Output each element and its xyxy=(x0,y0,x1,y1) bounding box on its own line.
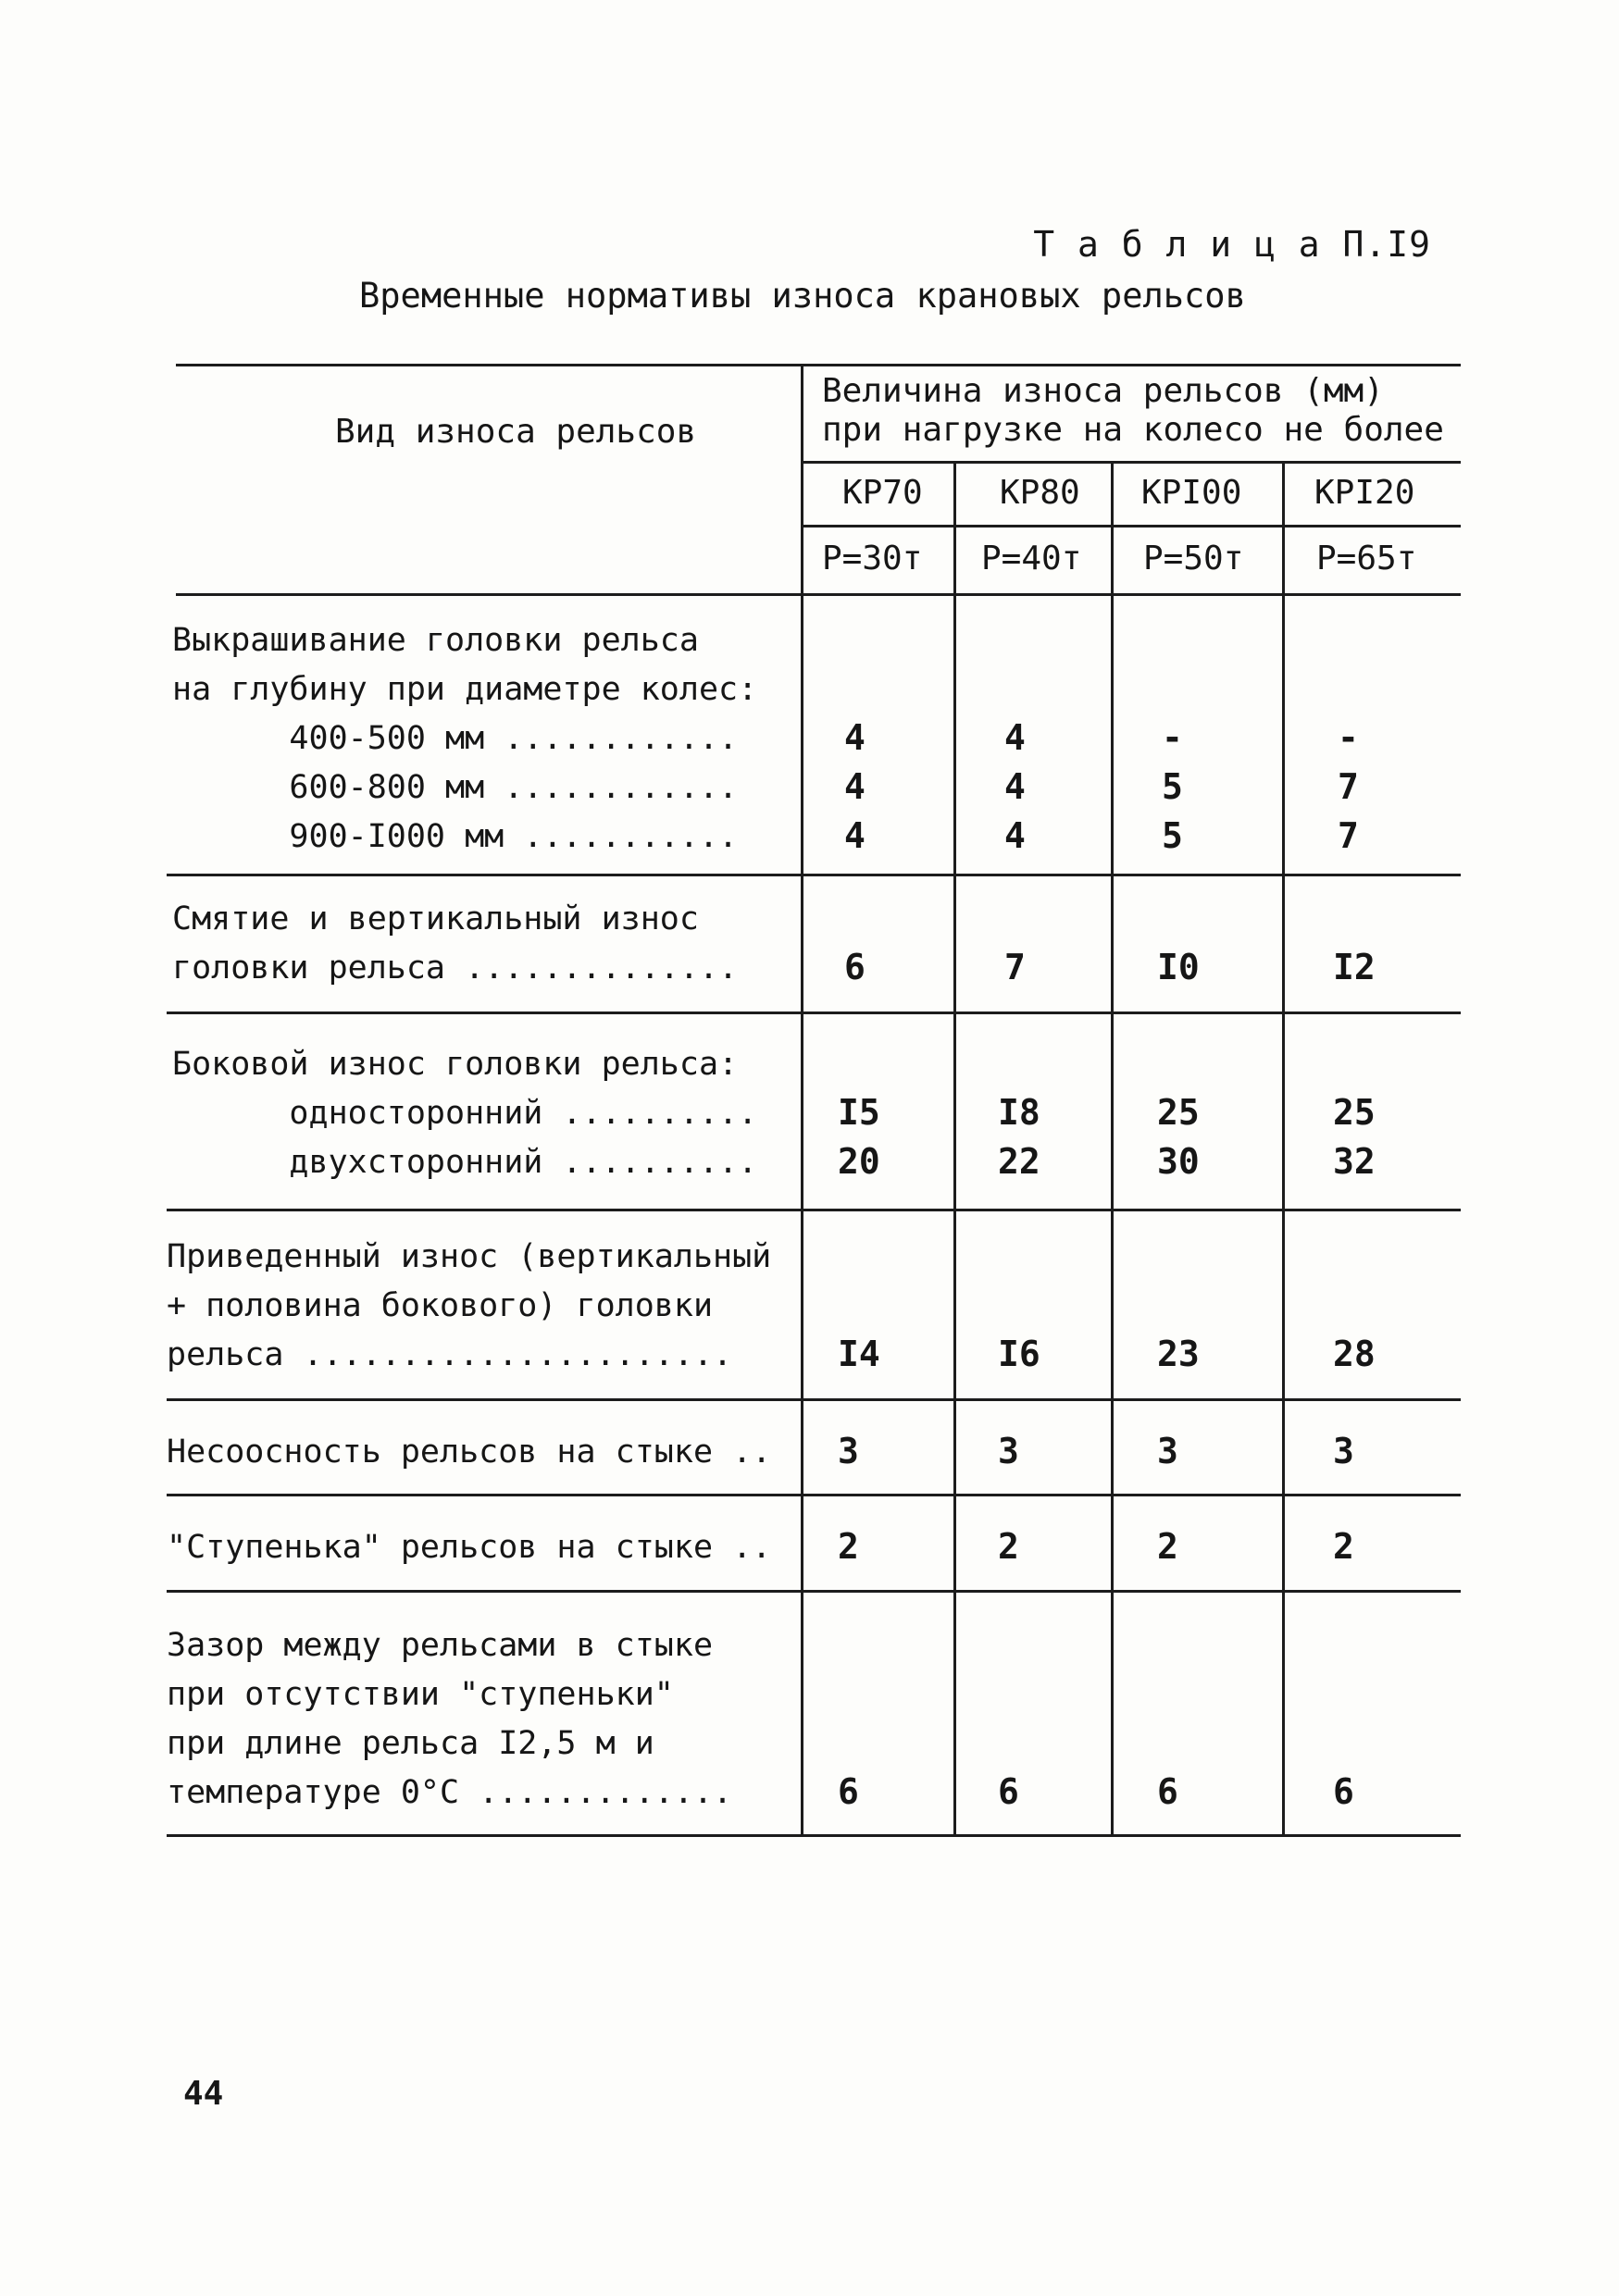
val-r2-s0-c1: I8 xyxy=(998,1092,1040,1133)
val-r0-s2-c1: 4 xyxy=(1004,815,1026,856)
row-spalling-line4: 600-800 мм ............ xyxy=(172,769,739,806)
page-number: 44 xyxy=(183,2075,224,2113)
val-r5-c0: 2 xyxy=(838,1526,859,1567)
row-gap-line3: при длине рельса I2,5 м и xyxy=(167,1725,654,1762)
row-misalignment: Несоосность рельсов на стыке .. xyxy=(167,1433,772,1471)
row-spalling-line1: Выкрашивание головки рельса xyxy=(172,622,699,659)
row-side-wear-line3: двухсторонний .......... xyxy=(172,1144,758,1181)
header-bottom-rule xyxy=(176,593,1461,596)
val-r3-c2: 23 xyxy=(1157,1334,1200,1374)
row-gap-line4: температуре 0°С ............. xyxy=(167,1774,733,1811)
val-r2-s1-c2: 30 xyxy=(1157,1141,1200,1182)
row-rule-4 xyxy=(167,1398,1461,1401)
row-rule-2 xyxy=(167,1011,1461,1014)
row-reduced-wear-line2: + половина бокового) головки xyxy=(167,1287,714,1324)
val-r1-c2: I0 xyxy=(1157,947,1200,987)
table-title: Временные нормативы износа крановых рельсов xyxy=(359,276,1246,316)
val-r3-c1: I6 xyxy=(998,1334,1040,1374)
val-r0-s1-c2: 5 xyxy=(1162,766,1183,807)
col-line-3 xyxy=(1282,461,1285,1835)
val-r6-c3: 6 xyxy=(1333,1771,1354,1812)
val-r0-s1-c3: 7 xyxy=(1338,766,1359,807)
val-r0-s2-c3: 7 xyxy=(1338,815,1359,856)
val-r0-s0-c3: - xyxy=(1338,717,1359,758)
table-bottom-rule xyxy=(167,1834,1461,1837)
rail-type-kr100: КРI00 xyxy=(1141,474,1242,512)
row-rule-6 xyxy=(167,1590,1461,1593)
row-gap-line1: Зазор между рельсами в стыке xyxy=(167,1627,714,1664)
val-r1-c0: 6 xyxy=(844,947,866,987)
val-r4-c1: 3 xyxy=(998,1431,1019,1471)
row-rule-1 xyxy=(167,874,1461,876)
val-r1-c3: I2 xyxy=(1333,947,1376,987)
row-reduced-wear-line1: Приведенный износ (вертикальный xyxy=(167,1238,772,1275)
load-40t: Р=40т xyxy=(981,540,1082,577)
val-r1-c1: 7 xyxy=(1004,947,1026,987)
row-spalling-line5: 900-I000 мм ........... xyxy=(172,818,739,855)
val-r4-c2: 3 xyxy=(1157,1431,1178,1471)
col-line-1 xyxy=(953,461,956,1835)
row-side-wear-line1: Боковой износ головки рельса: xyxy=(172,1046,739,1083)
val-r3-c0: I4 xyxy=(838,1334,880,1374)
val-r2-s1-c3: 32 xyxy=(1333,1141,1376,1182)
rail-type-kr120: КРI20 xyxy=(1314,474,1415,512)
val-r6-c2: 6 xyxy=(1157,1771,1178,1812)
val-r4-c3: 3 xyxy=(1333,1431,1354,1471)
val-r6-c1: 6 xyxy=(998,1771,1019,1812)
rail-type-kr70: КР70 xyxy=(842,474,923,512)
val-r2-s1-c0: 20 xyxy=(838,1141,880,1182)
row-spalling-line2: на глубину при диаметре колес: xyxy=(172,671,758,708)
val-r5-c2: 2 xyxy=(1157,1526,1178,1567)
val-r0-s2-c0: 4 xyxy=(844,815,866,856)
row-spalling-line3: 400-500 мм ............ xyxy=(172,720,739,757)
val-r0-s1-c1: 4 xyxy=(1004,766,1026,807)
val-r5-c3: 2 xyxy=(1333,1526,1354,1567)
table-label: Т а б л и ц а П.I9 xyxy=(1033,224,1431,265)
val-r2-s1-c1: 22 xyxy=(998,1141,1040,1182)
header-types-rule xyxy=(803,525,1461,527)
row-crushing-line2: головки рельса .............. xyxy=(172,949,739,987)
row-side-wear-line2: односторонний .......... xyxy=(172,1095,758,1132)
val-r3-c3: 28 xyxy=(1333,1334,1376,1374)
val-r0-s0-c2: - xyxy=(1162,717,1183,758)
row-gap-line2: при отсутствии "ступеньки" xyxy=(167,1676,674,1713)
header-group-line1: Величина износа рельсов (мм) xyxy=(822,372,1384,410)
load-65t: Р=65т xyxy=(1316,540,1417,577)
row-reduced-wear-line3: рельса ...................... xyxy=(167,1336,733,1373)
load-50t: Р=50т xyxy=(1143,540,1244,577)
rail-type-kr80: КР80 xyxy=(1000,474,1080,512)
row-rule-5 xyxy=(167,1494,1461,1496)
col-line-2 xyxy=(1111,461,1114,1835)
header-wear-type: Вид износа рельсов xyxy=(335,413,697,451)
val-r2-s0-c2: 25 xyxy=(1157,1092,1200,1133)
header-group-rule xyxy=(803,461,1461,464)
val-r4-c0: 3 xyxy=(838,1431,859,1471)
val-r0-s0-c0: 4 xyxy=(844,717,866,758)
row-step: "Ступенька" рельсов на стыке .. xyxy=(167,1529,772,1566)
val-r0-s0-c1: 4 xyxy=(1004,717,1026,758)
row-crushing-line1: Смятие и вертикальный износ xyxy=(172,900,699,937)
val-r2-s0-c0: I5 xyxy=(838,1092,880,1133)
col-line-0 xyxy=(801,364,803,1835)
val-r0-s2-c2: 5 xyxy=(1162,815,1183,856)
val-r2-s0-c3: 25 xyxy=(1333,1092,1376,1133)
val-r6-c0: 6 xyxy=(838,1771,859,1812)
row-rule-3 xyxy=(167,1209,1461,1211)
load-30t: Р=30т xyxy=(822,540,923,577)
header-group-line2: при нагрузке на колесо не более xyxy=(822,411,1444,449)
table-top-rule xyxy=(176,364,1461,366)
val-r0-s1-c0: 4 xyxy=(844,766,866,807)
val-r5-c1: 2 xyxy=(998,1526,1019,1567)
